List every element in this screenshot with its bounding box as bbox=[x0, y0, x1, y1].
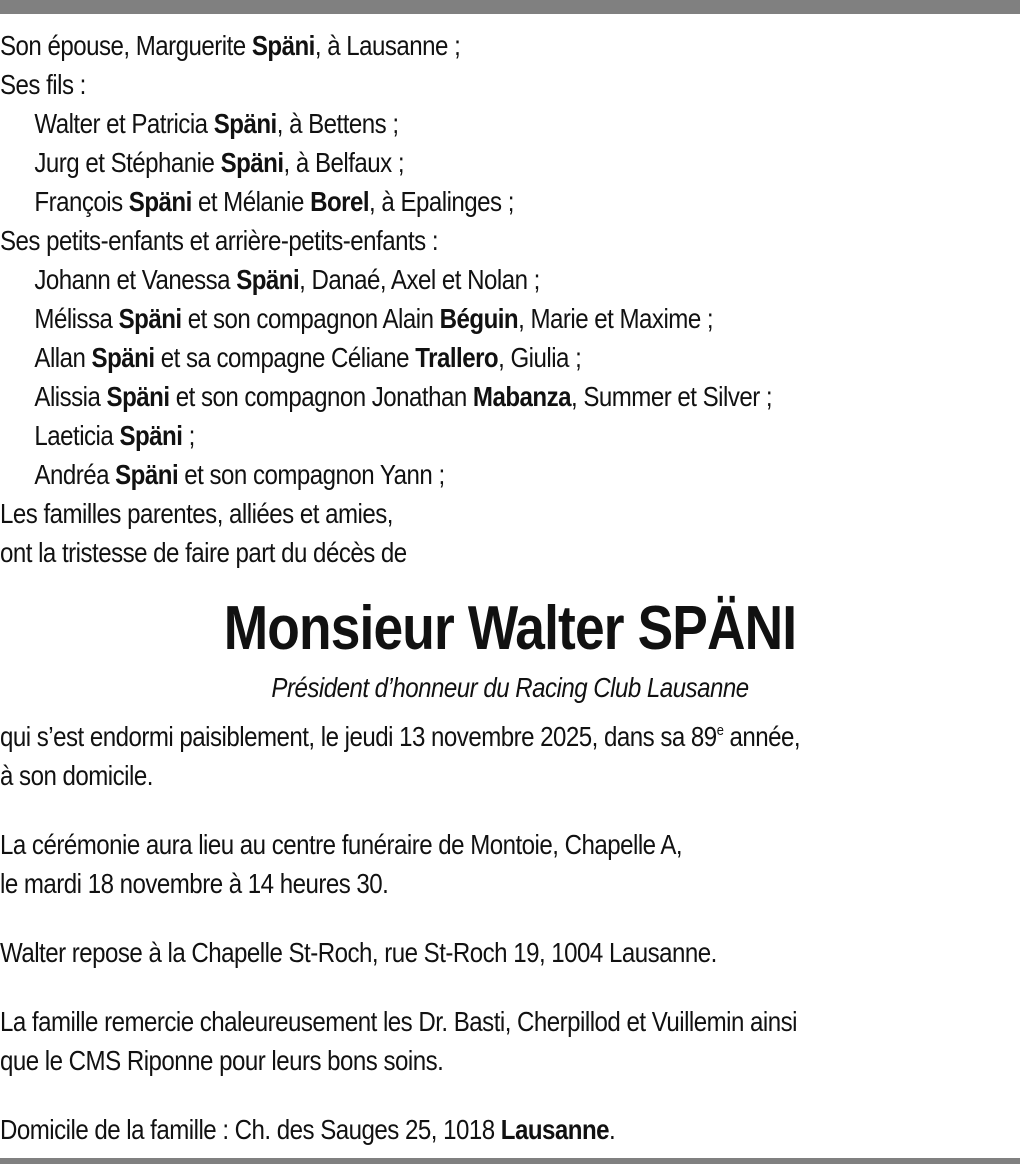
domicile-line bbox=[0, 1110, 877, 1149]
text: , Danaé, Axel et Nolan ; bbox=[299, 264, 540, 295]
text: et son compagnon Alain bbox=[181, 303, 440, 334]
text: qui s’est endormi paisiblement, le jeudi 13 novembre 2025, dans sa 89 bbox=[0, 721, 717, 752]
family-line-grandchild-4 bbox=[0, 377, 877, 416]
text: Andréa bbox=[34, 459, 116, 490]
city: Lausanne bbox=[500, 1114, 610, 1145]
surname: Späni bbox=[106, 381, 170, 412]
text: . bbox=[609, 1114, 616, 1145]
deceased-name: Monsieur Walter SPÄNI bbox=[223, 594, 797, 663]
surname: Späni bbox=[128, 186, 192, 217]
text: , Marie et Maxime ; bbox=[518, 303, 714, 334]
family-line-son-1 bbox=[0, 104, 877, 143]
text: et son compagnon Jonathan bbox=[169, 381, 473, 412]
family-line-grandchild-6 bbox=[0, 455, 877, 494]
family-line-grandchild-3 bbox=[0, 338, 877, 377]
text: année, bbox=[723, 721, 801, 752]
family-line-son-3 bbox=[0, 182, 877, 221]
surname: Späni bbox=[91, 342, 155, 373]
family-line-son-2 bbox=[0, 143, 877, 182]
text: Ses fils : bbox=[0, 69, 86, 100]
text: et sa compagne Céliane bbox=[154, 342, 416, 373]
surname: Späni bbox=[118, 303, 182, 334]
surname: Späni bbox=[213, 108, 277, 139]
family-line-announcement bbox=[0, 533, 877, 572]
ceremony-line-1: La cérémonie aura lieu au centre funéraire de Montoie, Chapelle A, bbox=[0, 829, 683, 860]
surname: Späni bbox=[251, 30, 315, 61]
death-details-line-1 bbox=[0, 717, 877, 756]
death-details-line-2: à son domicile. bbox=[0, 760, 153, 791]
family-line-relatives bbox=[0, 494, 877, 533]
family-line-spouse bbox=[0, 26, 877, 65]
text: , Summer et Silver ; bbox=[570, 381, 773, 412]
family-line-grandchild-2 bbox=[0, 299, 877, 338]
text: , à Bettens ; bbox=[276, 108, 399, 139]
text: François bbox=[34, 186, 129, 217]
text: Domicile de la famille : Ch. des Sauges 25, 1018 bbox=[0, 1114, 501, 1145]
surname: Späni bbox=[115, 459, 179, 490]
ordinal-suffix: e bbox=[716, 722, 724, 739]
text: , Giulia ; bbox=[498, 342, 582, 373]
text: Jurg et Stéphanie bbox=[34, 147, 221, 178]
text: Les familles parentes, alliées et amies, bbox=[0, 498, 393, 529]
family-line-sons-heading bbox=[0, 65, 877, 104]
text: et son compagnon Yann ; bbox=[178, 459, 445, 490]
obituary-notice bbox=[0, 26, 1020, 1149]
text: Alissia bbox=[34, 381, 107, 412]
ceremony-line-2: le mardi 18 novembre à 14 heures 30. bbox=[0, 868, 389, 899]
thanks-line-2: que le CMS Riponne pour leurs bons soins. bbox=[0, 1045, 444, 1076]
text: Mélissa bbox=[34, 303, 119, 334]
text: , à Epalinges ; bbox=[369, 186, 514, 217]
text: Laeticia bbox=[34, 420, 120, 451]
bottom-rule bbox=[0, 1158, 1020, 1164]
family-line-grandchildren-heading bbox=[0, 221, 877, 260]
text: Walter et Patricia bbox=[34, 108, 214, 139]
text: ont la tristesse de faire part du décès de bbox=[0, 537, 407, 568]
surname: Späni bbox=[119, 420, 183, 451]
surname: Späni bbox=[236, 264, 300, 295]
family-line-grandchild-5 bbox=[0, 416, 877, 455]
surname: Béguin bbox=[439, 303, 519, 334]
text: , à Lausanne ; bbox=[314, 30, 461, 61]
text: Son épouse, Marguerite bbox=[0, 30, 252, 61]
surname: Mabanza bbox=[472, 381, 571, 412]
surname: Trallero bbox=[415, 342, 499, 373]
text: , à Belfaux ; bbox=[283, 147, 405, 178]
text: et Mélanie bbox=[191, 186, 311, 217]
family-line-grandchild-1 bbox=[0, 260, 877, 299]
top-rule bbox=[0, 0, 1020, 14]
thanks-line-1: La famille remercie chaleureusement les Dr. Basti, Cherpillod et Vuillemin ainsi bbox=[0, 1006, 797, 1037]
repose-line: Walter repose à la Chapelle St-Roch, rue St-Roch 19, 1004 Lausanne. bbox=[0, 937, 717, 968]
deceased-title: Président d’honneur du Racing Club Lausanne bbox=[271, 672, 749, 703]
text: ; bbox=[182, 420, 195, 451]
surname: Späni bbox=[220, 147, 284, 178]
surname: Borel bbox=[310, 186, 370, 217]
text: Ses petits-enfants et arrière-petits-enfants : bbox=[0, 225, 439, 256]
text: Allan bbox=[34, 342, 92, 373]
text: Johann et Vanessa bbox=[34, 264, 237, 295]
